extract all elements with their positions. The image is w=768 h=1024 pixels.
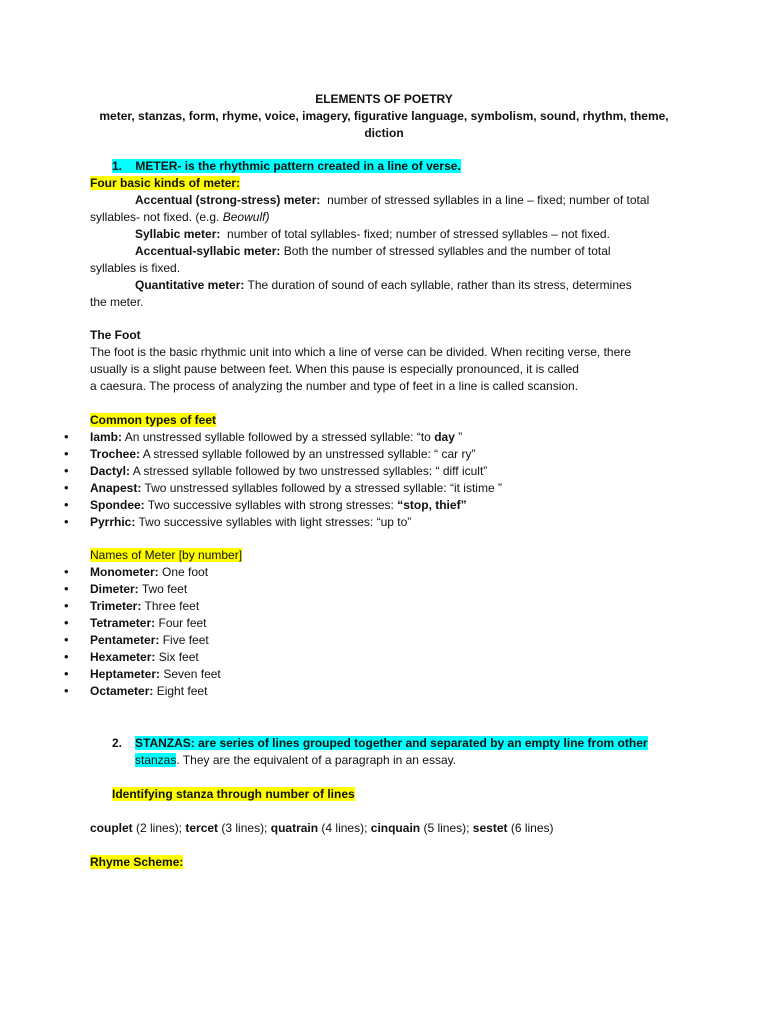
section-2-heading-line-1: STANZAS: are series of lines grouped together and separated by an empty line from other: [135, 736, 648, 750]
subtitle-line-1: meter, stanzas, form, rhyme, voice, imagery, figurative language, symbolism, sound, rhythm, theme,: [99, 109, 669, 123]
meter-names-heading: Names of Meter [by number]: [90, 548, 243, 562]
bullet-icon: •: [64, 463, 69, 478]
bullet-icon: •: [64, 649, 69, 664]
section-2-number: 2.: [112, 736, 123, 750]
bullet-icon: •: [64, 564, 69, 579]
bullet-icon: •: [64, 598, 69, 613]
bullet-icon: •: [64, 632, 69, 647]
bullet-icon: •: [64, 429, 69, 444]
accentual-meter-line-1: Accentual (strong-stress) meter: number of stressed syllables in a line – fixed; number of total: [135, 193, 650, 207]
accentual-syllabic-line-2: syllables is fixed.: [90, 261, 181, 275]
bullet-icon: •: [64, 683, 69, 698]
foot-line-2: usually is a slight pause between feet. When this pause is especially pronounced, it is called: [90, 362, 579, 376]
feet-types-heading: Common types of feet: [90, 413, 217, 427]
bullet-icon: •: [64, 581, 69, 596]
section-1-heading: [112, 158, 461, 174]
document-title: ELEMENTS OF POETRY: [315, 92, 453, 106]
subtitle-line-2: diction: [364, 126, 404, 140]
bullet-icon: •: [64, 497, 69, 512]
accentual-syllabic-line-1: Accentual-syllabic meter: Both the number of stressed syllables and the number of total: [135, 244, 611, 258]
syllabic-meter-line: Syllabic meter: number of total syllables- fixed; number of stressed syllables – not fixed.: [135, 227, 610, 241]
section-2-heading-line-2: stanzas. They are the equivalent of a paragraph in an essay.: [135, 753, 457, 767]
foot-heading: The Foot: [90, 328, 141, 342]
bullet-icon: •: [64, 480, 69, 495]
meter-kinds-heading: Four basic kinds of meter:: [90, 176, 241, 190]
section-1-number: 1.: [112, 159, 123, 173]
quantitative-meter-line-1: Quantitative meter: The duration of sound of each syllable, rather than its stress, determines: [135, 278, 632, 292]
document-page: ELEMENTS OF POETRY meter, stanzas, form, rhyme, voice, imagery, figurative language, symbolism, sound, rhythm, theme, diction 1. METER- is the rhythmic pattern created in a line of verse. Four basic kinds of meter: Accentual (strong-stress) meter: number of stressed syllables in a line – fixed; number of total syllables- not fixed. (e.g. Beowulf) Syllabic meter: number of total syllables- fixed; number of stressed syllables – not fixed. Accentual-syllabic meter: Both the number of stressed syllables and the number of total syllables is fixed. Quantitative meter: The duration of sound of each syllable, rather than its stress, determines the meter. The Foot The foot is the basic rhythmic unit into which a line of verse can be divided. When reciting verse, there usually is a slight pause between feet. When this pause is especially pronounced, it is called a caesura. The process of analyzing the number and type of feet in a line is called scansion. Common types of feet • Iamb: An unstressed syllable followed by a stressed syllable: “to day ” • Trochee: A stressed syllable followed by an unstressed syllable: “ car ry” • Dactyl: A stressed syllable followed by two unstressed syllables: “ diff icult” • Anapest: Two unstressed syllables followed by a stressed syllable: “it istime ” • Spondee: Two successive syllables with strong stresses: “stop, thief” • Pyrrhic: Two successive syllables with light stresses: “up to” Names of Meter [by number] • Monometer: One foot • Dimeter: Two feet • Trimeter: Three feet • Tetrameter: Four feet • Pentameter: Five feet • Hexameter: Six feet • Heptameter: Seven feet • Octameter: Eight feet 2. STANZAS: are series of lines grouped together and separated by an empty line from other stanzas. They are the equivalent of a paragraph in an essay. Identifying stanza through number of lines couplet (2 lines); tercet (3 lines); quatrain (4 lines); cinquain (5 lines); sestet (6 lines) Rhyme Scheme:: [0, 0, 768, 1024]
stanza-line-counts: couplet (2 lines); tercet (3 lines); quatrain (4 lines); cinquain (5 lines); sestet (6 lines): [90, 821, 554, 835]
accentual-meter-line-2: syllables- not fixed. (e.g. Beowulf): [90, 210, 270, 224]
quantitative-meter-line-2: the meter.: [90, 295, 144, 309]
foot-line-3: a caesura. The process of analyzing the number and type of feet in a line is called scansion.: [90, 379, 579, 393]
rhyme-scheme-heading: Rhyme Scheme:: [90, 855, 184, 869]
identify-stanza-heading: Identifying stanza through number of lines: [112, 787, 355, 801]
bullet-icon: •: [64, 615, 69, 630]
bullet-icon: •: [64, 446, 69, 461]
foot-line-1: The foot is the basic rhythmic unit into which a line of verse can be divided. When reciting verse, there: [90, 345, 631, 359]
section-1-title: METER- is the rhythmic pattern created in a line of verse.: [135, 159, 461, 173]
bullet-icon: •: [64, 514, 69, 529]
bullet-icon: •: [64, 666, 69, 681]
